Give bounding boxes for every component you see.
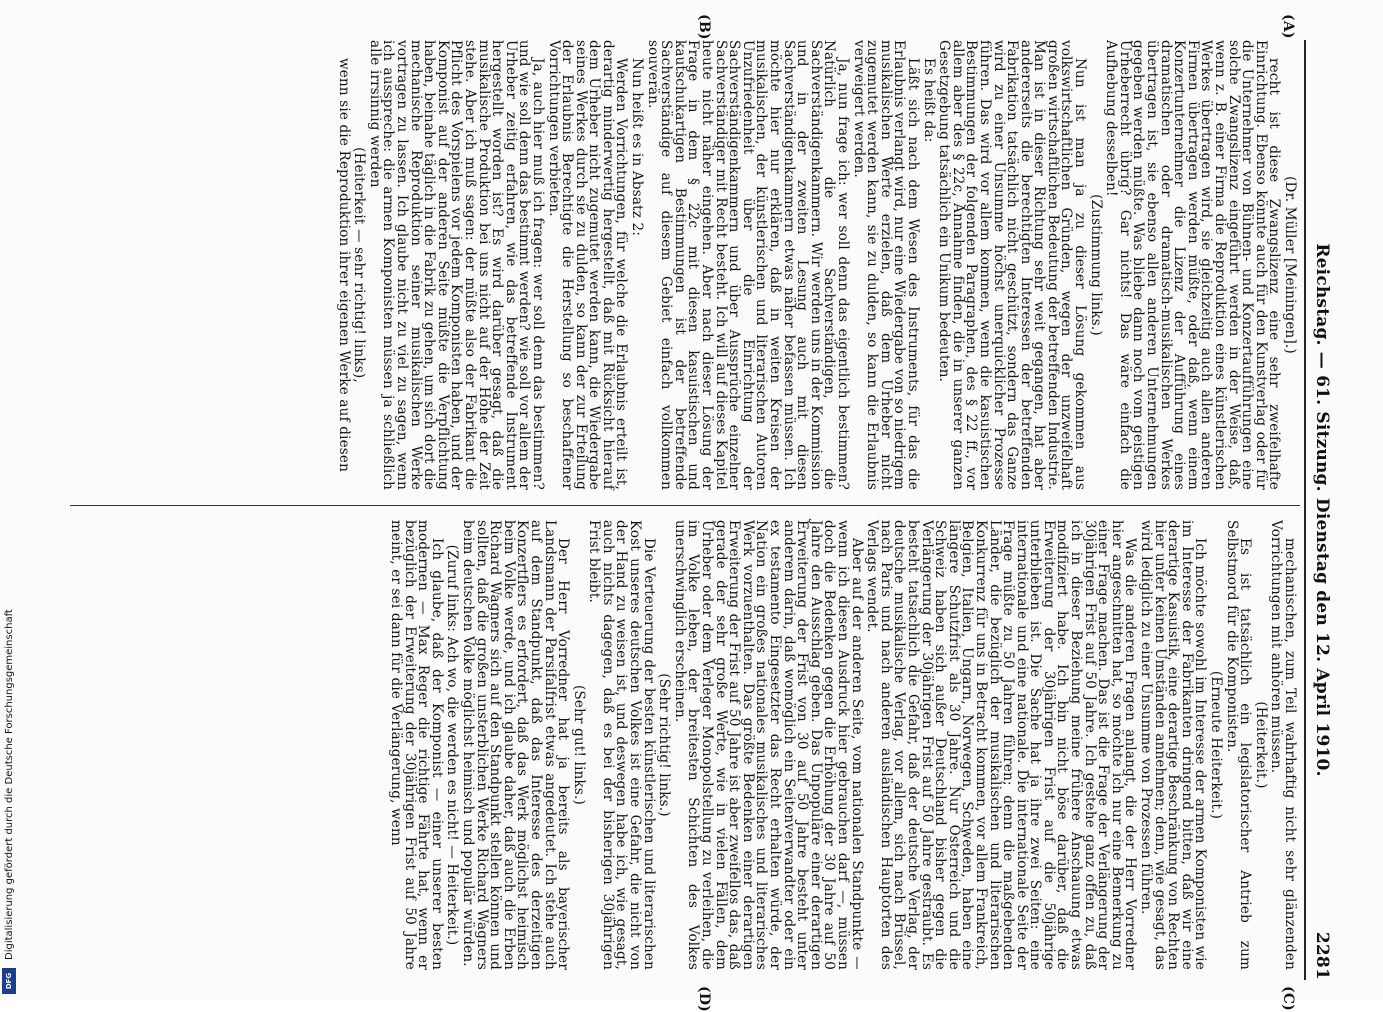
paragraph: Es ist tatsächlich ein legislatorischer Antrieb zum Selbstmord für die Komponisten.	[1223, 520, 1254, 970]
paragraph: (Sehr gut! links.)	[570, 684, 587, 806]
paragraph: Nun ist man ja zu dieser Lösung gekommen aus volkswirtschaftlichen Gründen, wegen der unzweifelhaft großen wirtschaftlichen Bedeutung der betreffenden Industrie. Man ist in dieser Richtung sehr weit gegangen, hat aber andererseits die berechtigten Interessen der betreffenden Fabrikation tatsächlich nicht geschützt, sondern das Ganze wird zu einer Unsumme höchst unerquicklicher Prozesse führen. Das wird vor allem kommen, wenn die kasuistischen Bestimmungen der folgenden Paragraphen, des § 22 ff., vor allem aber des § 22c, Annahme finden, die in unserer ganzen Gesetzgebung tatsächlich ein Unikum bedeuten.	[936, 40, 1089, 490]
paragraph: (Erneute Heiterkeit.)	[1208, 670, 1225, 820]
left-column	[334, 40, 1296, 490]
paragraph: (Heiterkeit.)	[1252, 701, 1269, 789]
paragraph: (Sehr richtig! links.)	[656, 673, 673, 817]
header-rule	[1304, 40, 1306, 980]
paragraph: mechanischen, zum Teil wahrhaftig nicht sehr glänzenden Vorrichtungen mit anhören müssen.	[1268, 520, 1298, 970]
paragraph: Werden Vorrichtungen, für welche die Erlaubnis erteilt ist, derartig minderwertig hergestellt, daß mit Rücksicht hierauf dem Urheber nicht zugemutet werden kann, die Wiedergabe seines Werkes durch sie zu dulden, so kann der zur Erteilung der Erlaubnis Berechtigte die Herstellung so beschaffener Vorrichtungen verbieten.	[545, 40, 630, 490]
paragraph: (Heiterkeit — sehr richtig! links),	[351, 147, 368, 383]
margin-marker-a: (A)	[1280, 14, 1296, 39]
paragraph: Die Verteuerung der besten künstlerischen und literarischen Kost unseres deutschen Volkes ist eine Gefahr, die nicht von der Hand zu weisen ist, und deswegen habe ich, wie gesagt, auch nichts dagegen, daß es bei der bisherigen 30jährigen Frist bleibt.	[586, 520, 657, 970]
paragraph: Ja, auch hier muß ich fragen: wer soll denn das bestimmen? und wie soll denn das bestimmt werden? wie soll vor allem der Urheber zeitig erfahren, wie das betreffende Instrument hergestellt worden ist? Es wird darüber gesagt, daß die musikalische Produktion bei uns nicht auf der Höhe der Zeit stehe. Aber ich muß sagen: der müßte also der Fabrikant die Pflicht des Vorspielens vor jedem Komponisten haben, und der Komponist auf der anderen Seite müßte die Verpflichtung haben, beinahe täglich in die Fabrik zu gehen, um sich dort die mechanische Reproduktion seiner musikalischen Werke vortragen zu lassen. Ich glaube nicht zu viel zu sagen, wenn ich ausspreche: die armen Komponisten müssen ja schließlich alle irrsinnig werden	[366, 40, 546, 490]
paragraph: Ich möchte sowohl im Interesse der armen Komponisten wie im Interesse der Fabrikanten dringend bitten, daß wir eine derartige Kasuistik, eine derartige Beschränkung von Rechten hier unter keinen Umständen annehmen; denn, wie gesagt, das wird lediglich zu einer Unsumme von Prozessen führen.	[1138, 520, 1209, 970]
margin-marker-b: (B)	[696, 14, 712, 40]
paragraph: wenn sie die Reproduktion ihrer eigenen Werke auf diesen	[335, 58, 352, 473]
page-number: 2281	[1312, 931, 1332, 980]
margin-marker-d: (D)	[696, 986, 712, 1012]
rotated-page-content	[60, 14, 1332, 1012]
credit-text: Digitalisierung gefördert durch die Deutsche Forschungsgemeinschaft	[4, 609, 15, 960]
paragraph: Es heißt da:	[920, 58, 937, 143]
paragraph: Aber auf der anderen Seite, vom nationalen Standpunkte — wenn ich diesen Ausdruck hier gebrauchen darf —, müssen doch die Bedenken gegen die Erhöhung der 30 Jahre auf 50 Jahre den Ausschlag geben. Das Unpopuläre einer derartigen Erweiterung der Frist von 30 auf 50 Jahre besteht unter anderem darin, daß womöglich ein Seitenverwandter oder ein ex testamento Eingesetzter das Recht erhalten würde, der Nation ein großes nationales musikalisches und literarisches Werk vorzuenthalten. Das größte Bedenken einer derartigen Erweiterung der Frist auf 50 Jahre ist aber zweifellos das, daß gerade der sehr große Werte, wie in vielen Fällen, dem Urheber oder dem Verleger Monopolstellung zu verleihen, die im Volke leben, der breitesten Schichten des Volkes unerschwinglich erscheinen.	[671, 520, 865, 970]
header-title: Reichstag. — 61. Sitzung. Dienstag den 12. April 1910.	[1312, 243, 1332, 777]
dfg-logo-text: DFG	[5, 972, 13, 990]
page-header	[1306, 40, 1330, 980]
paragraph: (Dr. Müller [Meiningen].)	[1282, 176, 1298, 354]
paragraph: (Zuruf links: Ach wo, die werden es nicht! — Heiterkeit.)	[444, 544, 461, 946]
paragraph: Nun heißt es in Absatz 2:	[629, 58, 646, 237]
paragraph: Ich glaube, daß der Komponist — einer unserer besten modernen — Max Reger die richtige Fährte hat, wenn er bezüglich der Erweiterung der 30jährigen Frist auf 50 Jahre meint, er sei dann für die Verlängerung, wenn	[388, 520, 445, 970]
margin-marker-c: (C)	[1280, 986, 1296, 1011]
paragraph: recht ist diese Zwangslizenz eine sehr zweifelhafte Einrichtung. Ebenso könnte auch für den Kunstverlag oder für die Unternehmer von Bühnen- und Konzertaufführungen eine solche Zwangslizenz eingeführt werden in der Weise, daß, wenn z. B. einer Firma die Reproduktion eines künstlerischen Werkes übertragen wird, sie gleichzeitig auch allen anderen Firmen übertragen werden müßte, oder daß, wenn einem Konzertunternehmer die Lizenz der Aufführung eines dramatischen oder dramatisch-musikalischen Werkes übertragen ist, sie ebenso allen anderen Unternehmungen gegeben werden müßte. Was bliebe dann noch vom geistigen Urheberrecht übrig? Gar nichts! Das wäre einfach die Aufhebung desselben!	[1103, 40, 1283, 490]
paragraph: Was die anderen Fragen anlangt, die der Herr Vorredner hier angeschnitten hat, so möchte ich nur eine Bemerkung zu einer Frage machen. Das ist die Frage der Verlängerung der 30jährigen Frist auf 50 Jahre. Ich gestehe ganz offen zu, daß ich in dieser Beziehung meine frühere Anschauung etwas modifiziert habe. Ich bin nicht böse darüber, daß die Erweiterung der 30jährigen Frist auf die 50jährige unterblieben ist. Die Sache hat ja ihre zwei Seiten: eine internationale und eine nationale. Die internationale Seite der Frage müßte zu 50 Jahren führen; denn die maßgebenden Länder, die bezüglich der musikalischen und literarischen Konkurrenz für uns in Betracht kommen, vor allem Frankreich, Belgien, Italien, Ungarn, Norwegen, Schweden, haben eine längere Schutzfrist als 30 Jahre. Nur Österreich und die Schweiz haben sich außer Deutschland bisher gegen die Verlängerung der 30jährigen Frist auf 50 Jahre gesträubt. Es besteht tatsächlich die Gefahr, daß der deutsche Verlag, der deutsche musikalische Verlag, vor allem, sich nach Brüssel, nach Paris und nach anderen ausländischen Hauptorten des Verlags wendet.	[864, 520, 1139, 970]
right-column	[386, 520, 1296, 970]
paragraph: Ja, nun frage ich: wer soll denn das eigentlich bestimmen? Natürlich die Sachverständigen, die Sachverständigenkammern. Wir werden uns in der Kommission und in der zweiten Lesung auch mit diesen Sachverständigenkammern etwas näher befassen müssen. Ich möchte hier nur erklären, daß in weiten Kreisen der musikalischen, der künstlerischen und literarischen Autoren Unzufriedenheit über die Einrichtung der Sachverständigenkammern und über Aussprüche einzelner Sachverständiger mit Recht besteht. Ich will auf dieses Kapitel heute nicht näher eingehen. Aber nach dieser Lösung der Frage in dem § 22c mit diesen kasuistischen und kautschukartigen Bestimmungen ist der betreffende Sachverständige auf diesem Gebiet einfach vollkommen souverän.	[644, 40, 851, 490]
paragraph: Läßt sich nach dem Wesen des Instruments, für das die Erlaubnis verlangt wird, nur eine Wiedergabe von so niedrigem musikalischen Werte erzielen, daß dem Urheber nicht zugemutet werden kann, sie zu dulden, so kann die Erlaubnis verweigert werden.	[850, 40, 921, 490]
paragraph: Der Herr Vorredner hat ja bereits als bayerischer Landsmann der Parsifalfrist etwas angedeutet. Ich stehe auch auf dem Standpunkt, daß das Interesse des derzeitigen Konzertflers es erfordert, daß das Werk möglichst heimisch beim Volke werde, und ich glaube daher, daß auch die Erben Richard Wagners sich auf den Standpunkt stellen können und sollten, daß die großen unsterblichen Werke Richard Wagners beim deutschen Volke möglichst heimisch und populär würden.	[459, 520, 572, 970]
dfg-logo	[2, 968, 16, 994]
digitization-credit	[4, 600, 16, 1000]
paragraph: (Zustimmung links.)	[1087, 194, 1104, 336]
column-divider	[70, 505, 1300, 506]
